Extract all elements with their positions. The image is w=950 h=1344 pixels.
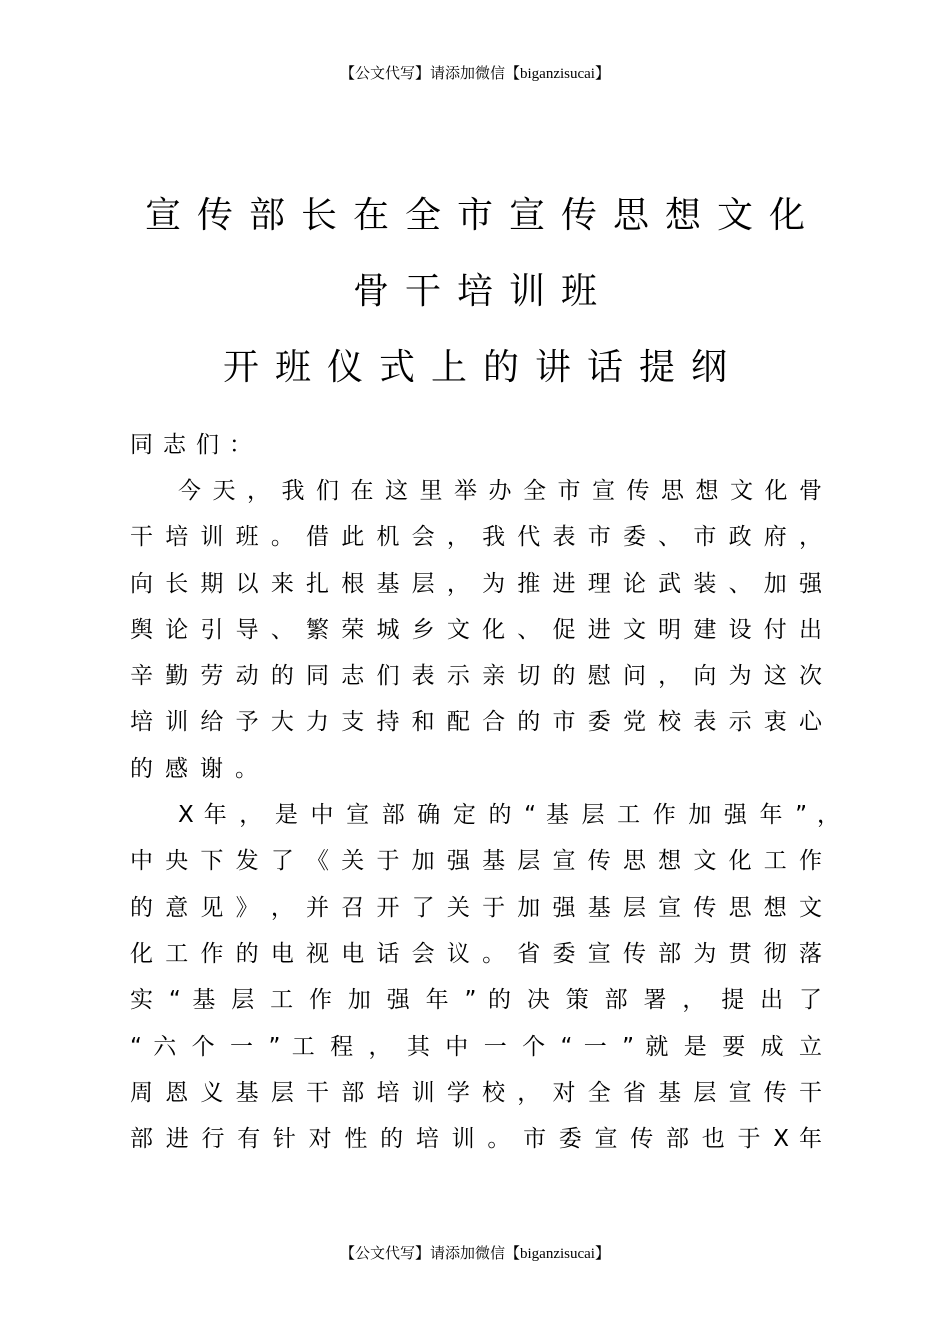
paragraph-line: 中 央 下 发 了 《 关 于 加 强 基 层 宣 传 思 想 文 化 工 作 bbox=[130, 848, 822, 875]
paragraph-line: “ 六 个 一 ” 工 程 ， 其 中 一 个 “ 一 ” 就 是 要 成 立 bbox=[130, 1033, 822, 1060]
greeting: 同志们： bbox=[130, 432, 262, 458]
paragraph-1 bbox=[130, 468, 822, 792]
paragraph-2 bbox=[130, 792, 840, 1162]
paragraph-line: 实 “ 基 层 工 作 加 强 年 ” 的 决 策 部 署 ， 提 出 了 bbox=[130, 987, 822, 1014]
paragraph-line: 周 恩 义 基 层 干 部 培 训 学 校 ， 对 全 省 基 层 宣 传 干 bbox=[130, 1079, 822, 1106]
paragraph-line: 今 天 ， 我 们 在 这 里 举 办 全 市 宣 传 思 想 文 化 骨 bbox=[178, 478, 822, 504]
paragraph-line: 向 长 期 以 来 扎 根 基 层 ， 为 推 进 理 论 武 装 、 加 强 bbox=[130, 570, 822, 597]
paragraph-line: 干 培 训 班 。 借 此 机 会 ， 我 代 表 市 委 、 市 政 府 ， bbox=[130, 524, 822, 551]
paragraph-line: 化 工 作 的 电 视 电 话 会 议 。 省 委 宣 传 部 为 贯 彻 落 bbox=[130, 940, 822, 967]
paragraph-line: 的感谢。 bbox=[130, 755, 270, 782]
document-title bbox=[0, 178, 950, 406]
page-header: 【公文代写】请添加微信【biganzisucai】 bbox=[340, 66, 610, 82]
paragraph-line: 部 进 行 有 针 对 性 的 培 训 。 市 委 宣 传 部 也 于 X 年 bbox=[130, 1126, 822, 1153]
title-line-2: 骨干培训班 bbox=[352, 271, 613, 312]
title-line-1: 宣传部长在全市宣传思想文化 bbox=[144, 195, 821, 236]
title-line-3: 开班仪式上的讲话提纲 bbox=[222, 347, 743, 388]
paragraph-line: X 年 ， 是 中 宣 部 确 定 的 “ 基 层 工 作 加 强 年 ” ， bbox=[178, 802, 840, 829]
paragraph-line: 辛 勤 劳 动 的 同 志 们 表 示 亲 切 的 慰 问 ， 向 为 这 次 bbox=[130, 663, 822, 690]
paragraph-line: 舆 论 引 导 、 繁 荣 城 乡 文 化 、 促 进 文 明 建 设 付 出 bbox=[130, 616, 822, 643]
page-footer: 【公文代写】请添加微信【biganzisucai】 bbox=[340, 1246, 610, 1262]
document-body bbox=[130, 422, 840, 1162]
paragraph-line: 的 意 见 》 ， 并 召 开 了 关 于 加 强 基 层 宣 传 思 想 文 bbox=[130, 894, 822, 921]
paragraph-line: 培 训 给 予 大 力 支 持 和 配 合 的 市 委 党 校 表 示 衷 心 bbox=[130, 709, 822, 736]
